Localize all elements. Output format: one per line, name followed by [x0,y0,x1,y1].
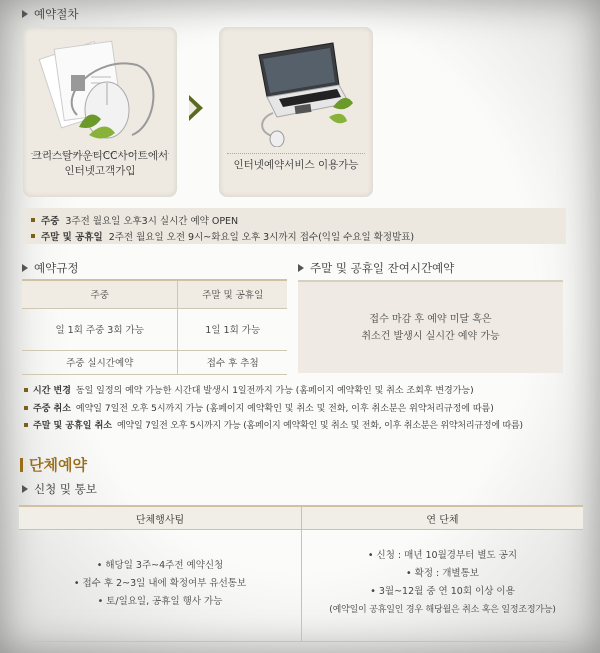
table-row [22,350,287,374]
list-item: • 해당일 3주~4주전 예약신청 [96,560,224,571]
note-time-change: 시간 변경 동일 일정의 예약 가능한 시간대 발생시 1일전까지 가능 (홈페이지 예약확인 및 취소 조회후 변경가능) [24,383,474,396]
note-weekday-cancel: 주중 취소 예약일 7일전 오후 5시까지 가능 (홈페이지 예약확인 및 취소 및 전화, 이후 취소분은 위약처리규정에 따름) [24,401,494,414]
list-item: • 접수 후 2~3일 내에 확정여부 유선통보 [73,578,247,589]
triangle-bullet-icon [22,485,28,493]
list-item: • 신청 : 매년 10월경부터 별도 공지 [367,550,518,561]
mouse-illustration-icon [37,35,163,147]
card-divider [227,153,365,154]
rules-header-weekend: 주말 및 공휴일 [178,280,287,308]
list-item: (예약일이 공휴일인 경우 해당월은 취소 혹은 일정조정가능) [329,605,556,615]
list-item: • 토/일요일, 공휴일 행사 가능 [97,596,223,607]
group-header-annual: 연 단체 [302,507,583,530]
list-item: • 3월~12월 중 연 10회 이상 이용 [370,586,515,597]
reservation-notice [23,208,566,244]
triangle-bullet-icon [298,264,304,272]
table-cell: 일 1회 주중 3회 가능 [22,308,178,350]
laptop-illustration-icon [237,37,357,147]
step1-card [23,27,177,197]
rules-heading: 예약규정 [22,260,78,276]
group-header-team: 단체행사팀 [19,507,302,530]
bullet-icon [31,218,35,222]
notice-weekday: 주중 3주전 월요일 오후3시 실시간 예약 OPEN [31,213,238,227]
table-cell: 1일 1회 가능 [178,308,287,350]
triangle-bullet-icon [22,264,28,272]
table-cell: 접수 후 추첨 [178,350,287,374]
bullet-icon [24,423,28,427]
bullet-icon [24,406,28,410]
rules-header-weekday: 주중 [22,280,178,308]
step1-caption: 크리스탈카운티CC사이트에서 인터넷고객가입 [31,150,169,177]
title-bar-icon [20,458,23,472]
remaining-box: 접수 마감 후 예약 미달 혹은 취소건 발생시 실시간 예약 가능 [298,280,563,373]
rules-table [22,279,287,375]
table-cell: 주중 실시간예약 [22,350,178,374]
group-annual-list [302,547,583,619]
rules-header-row [22,280,287,308]
group-subheading: 신청 및 통보 [22,481,97,497]
step2-card [219,27,373,197]
list-item: • 확정 : 개별통보 [406,568,479,579]
process-heading: 예약절차 [22,6,78,22]
group-table [19,505,583,642]
bullet-icon [31,234,35,238]
note-weekend-cancel: 주말 및 공휴일 취소 예약일 7일전 오후 5시까지 가능 (홈페이지 예약확인 및 취소 및 전화, 이후 취소분은 위약처리규정에 따름) [24,418,523,431]
bullet-icon [24,388,28,392]
group-title: 단체예약 [20,454,87,475]
next-arrow-icon [189,95,203,121]
notice-weekend: 주말 및 공휴일 2주전 월요일 오전 9시~화요일 오후 3시까지 접수(익일 수요일 확정발표) [31,229,414,243]
triangle-bullet-icon [22,10,28,18]
step2-caption: 인터넷예약서비스 이용가능 [233,159,359,171]
remaining-heading: 주말 및 공휴일 잔여시간예약 [298,260,454,276]
table-row [22,308,287,350]
group-team-list [19,557,301,611]
